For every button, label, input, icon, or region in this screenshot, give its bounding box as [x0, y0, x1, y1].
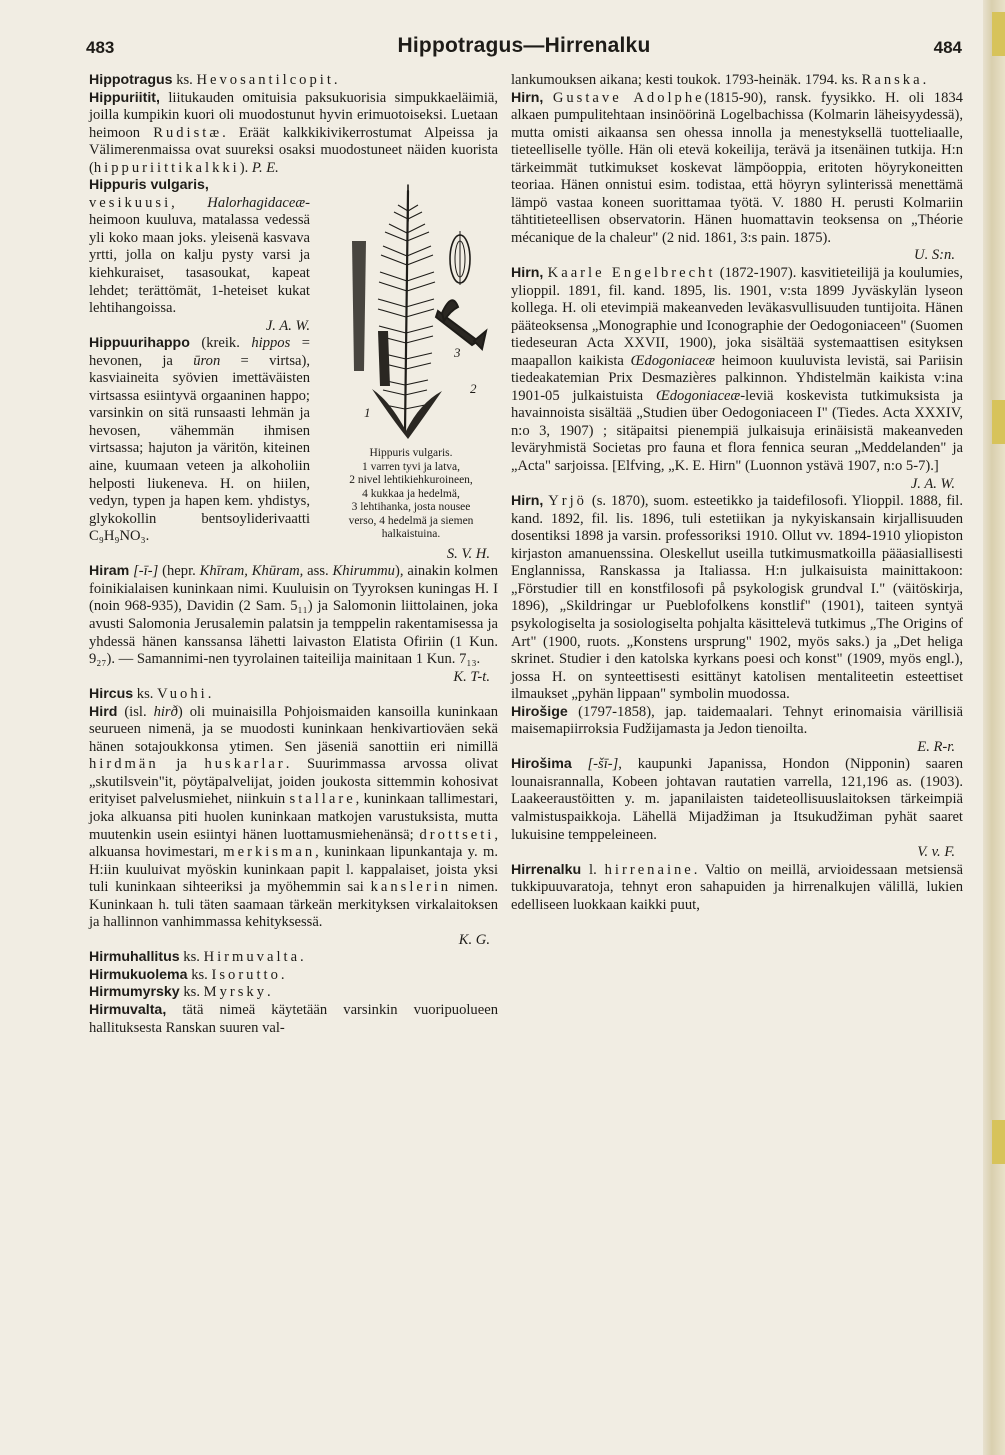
headword: Hirošige [511, 703, 568, 720]
headword: Hirn, [511, 265, 544, 282]
headword: Hiram [89, 563, 130, 580]
entry-hirrenalku: Hirrenalku l. hirrenaine. Valtio on meillä, arvioidessaan metsiensä tukkipuuvaratoja, tehnyt eron sahapuiden ja hirrenalkujen välillä, lukien edelliseen luokkaan kaikki puut, [511, 861, 964, 913]
entry-hirmukuolema: Hirmukuolema ks. Isorutto. [89, 966, 285, 983]
author-signature: U. S:n. [914, 247, 955, 264]
entry-hippotragus: Hippotragus ks. Hevosantilcopit. [89, 72, 338, 88]
headword: Hirn, [511, 89, 544, 106]
page-number-left: 483 [86, 38, 115, 57]
entry-hirmumyrsky: Hirmumyrsky ks. Myrsky. [89, 984, 271, 1001]
page-number-right: 484 [933, 38, 962, 57]
running-title: Hippotragus—Hirrenalku [397, 34, 651, 57]
entry-hippuurihappo: Hippuurihappo (kreik. hippos = hevonen, ja ūron = virtsa), kasviaineita syövien imettäväisten virtsassa esiintyvä orgaaninen happo; varsinkin on sitä runsaasti lehmän ja hevosen, vähemmän ihmisen virtsassa; hajuton ja väritön, kiteinen aine, kuumaan veteen ja alkoholiin helposti liukeneva. H. on hiilen, vedyn, typen ja hapen kem. yhdistys, glykokollin bentsoyliderivaatti C₉H₉NO₃. S. V. H. [89, 335, 498, 563]
headword: Hirmuhallitus [89, 949, 180, 966]
entry-hiram: Hiram [-ī-] (hepr. Khīram, Khūram, ass. Khirummu), ainakin kolmen foinikialaisen kuninkaan nimi. Kuuluisin on Tyyroksen kuningas H. I (noin 968-935), Davidin (2 Sam. 5₁₁) ja Salomonin liittolainen, joka avusti Salomonia Jerusalemin palatsin ja temppelin rakentamisessa ja yhdessä hänen kanssansa lähetti laivaston Elatista Ofiriin (1 Kun. 9₂₇). — Samannimi-nen tyyrolainen taiteilija mainitaan 1 Kun. 7₁₃. K. T-t. [89, 563, 498, 685]
author-signature: J. A. W. [265, 317, 310, 334]
entry-hirn-gustave: Hirn, Gustave Adolphe(1815-90), ransk. fyysikko. H. oli 1834 alkaen pumpulitehtaan insinöörinä Logelbachissa (Kolmarin läheisyydessä), mutta omisti aikaansa sen ohessa innolla ja menestyksellä tuotteliaalle, tieteelliselle työlle. Hän oli etevä kokeilija, terävä ja itsenäinen tutkija. H:n tärkeimmät tutkimukset koskevat lämpöoppia, eritoten höyrykoneitten teoriaa. Hänen onnistui esim. todistaa, että höyryn sylinterissä menettämä lämpö vastaa koneen suorittamaa työtä. V. 1880 H. perusti Kolmariin tähtitieteellisen observatorin. Hänen huomattavin teoksensa on „Théorie mécanique de la chaleur" (2 nid. 1861, 3:s pain. 1875). U. S:n. [511, 89, 963, 264]
headword: Hirrenalku [511, 861, 582, 878]
headword: Hirošima [511, 756, 572, 773]
headword: Hippotragus [89, 72, 173, 88]
entry-hirmuhallitus: Hirmuhallitus ks. Hirmuvalta. [89, 949, 304, 966]
entry-hircus: Hircus ks. Vuohi. [89, 686, 212, 703]
author-signature: V. v. F. [917, 844, 955, 861]
entry-hirn-yrjo: Hirn, Yrjö (s. 1870), suom. esteetikko ja taidefilosofi. Ylioppil. 1888, fil. kand. 1892, fil. lis. 1896, tuli estetiikan ja nykyiskansain kirjallisuuden dosentiksi 1898 ja varsin. professoriksi 1910. Ollut vv. 1894-1910 yliopiston kirjaston amanuenssina. Oleskellut useilla tutkimusmatkoilla pääasiallisesti Englannissa, Ranskassa ja Italiassa. H:n julkaisuista mainittakoon: „Förstudier till en konstfilosofi på psykologisk grundval I." (väitöskirja, 1896), „Skildringar ur Pueblofolkens konstlif" (1901), taiteen syntyä psykologiselta ja sosiologiselta pohjalta käsittelevä tutkimus „The Origins of Art" (1900, ruots. „Konstens ursprung" 1902, myös saks.) ja „Det heliga skrinet. Studier i den katolska kyrkans poesi och konst" (1909, myös engl.), jossa H. on synteettisesti esittänyt katolisen mentaliteetin esteettiset ilmaukset „pyhän lippaan" symbolin muodossa. [511, 493, 963, 703]
author-signature: K. G. [458, 931, 490, 948]
caption-title: Hippuris vulgaris. [369, 447, 453, 460]
page-edge-strip [983, 0, 1005, 1455]
left-column [89, 72, 498, 1037]
headword: Hippuriitit, [89, 89, 160, 106]
thumb-tab [992, 400, 1005, 444]
headword: Hircus [89, 686, 134, 703]
entry-hirmuvalta: Hirmuvalta, tätä nimeä käytetään varsinkin vuoripuolueen hallituksesta Ranskan suuren val- [89, 1001, 498, 1036]
figure-caption [320, 447, 502, 542]
entry-hird: Hird (isl. hirð) oli muinaisilla Pohjoismaiden kansoilla kuninkaan seurueen nimenä, ja se muodosti kuninkaan henkivartioväen sekä hänen sotajoukkonsa ytimen. Sen jäseniä sanottiin eri nimillä hirdmän ja huskarlar. Suurimmassa arvossa olivat „skutilsvein"it, pöytäpalvelijat, joiden joukosta sittemmin kohosivat erityiset palvelusmiehet, niinkuin stallare, kuninkaan tallimestari, joka alkuansa piti huolen kuninkaan matkojen varustuksista, mutta muutenkin usein esiintyi hänen luottamusmiehenänsä; drottseti, alkuansa hovimestari, merkisman, kuninkaan lipunkantaja y. m. H:iin kuuluivat myöskin kuninkaan papit l. kappalaiset, joista yksi tuli kuninkaan sihteeriksi ja myöhemmin sai kanslerin nimen. Kuninkaan h. tuli täten saamaan tärkeän merkityksen virkalaitoksen ja hallinnon vanhimmassa kehityksessä. K. G. [89, 703, 499, 948]
entry-hippuris-vulgaris: Hippuris vulgaris, vesikuusi, Halorhagidaceæ-heimoon kuuluva, matalassa vedessä yli koko maan joks. yleisenä kasvava yrtti, jolla on kalju pysty varsi ja kiehkuraiset, tasasoukat, kapeat lehdet; terättömät, 1-heteiset kukat lehtihangoissa. J. A. W. [89, 177, 498, 335]
figure-label-2: 2 [470, 381, 477, 397]
hippuris-figure [320, 181, 502, 541]
author-signature: E. R-r. [917, 738, 955, 755]
page-header [86, 34, 962, 64]
entry-continuation: lankumouksen aikana; kesti toukok. 1793-heinäk. 1794. ks. Ranska. [511, 72, 927, 88]
caption-line: 1 varren tyvi ja latva, [361, 460, 461, 473]
author-signature: P. E. [251, 159, 279, 176]
entry-hirosima: Hirošima [-šī-], kaupunki Japanissa, Hondon (Nipponin) saaren lounaisrannalla, Kobeen johtavan rautatien varrella, 121,196 as. (1903). Laakeeraustöitten y. m. japanilaisten taideteollisuuslaitoksen tärkeimpiä valmistuspaikkoja. Lähellä Mijadžiman ja Itsukudžiman pyhät saaret lukuisine temppeleineen. V. v. F. [511, 756, 963, 861]
figure-label-1: 1 [364, 405, 371, 421]
headword: Hirmumyrsky [89, 984, 180, 1001]
thumb-tab [992, 1120, 1005, 1164]
headword: Hippuurihappo [89, 335, 190, 352]
entry-hippuriitit: Hippuriitit, liitukauden omituisia paksukuorisia simpukkaeläimiä, joilla kumpikin kuori oli muodostunut hyvin erimuotoiseksi. Luetaan heimoon Rudistæ. Eräät kalkkikivikerrostumat Alpeissa ja Välimerenmaissa ovat suureksi osaksi muodostuneet näiden kuorista (hippuriittikalkki). P. E. [89, 89, 498, 176]
entry-hirosige: Hirošige (1797-1858), jap. taidemaalari. Tehnyt erinomaisia värillisiä maisemapiirroksia Fudžijamasta ja Jedon tienoilta. E. R-r. [511, 703, 963, 755]
headword: Hirmuvalta, [89, 1001, 167, 1018]
caption-line: verso, 4 hedelmä ja siemen [348, 514, 474, 527]
caption-line: 2 nivel lehtikiehkuroineen, [349, 474, 473, 487]
author-signature: J. A. W. [910, 475, 955, 492]
caption-line: halkaistuina. [381, 528, 441, 541]
caption-line: 3 lehtihanka, josta nousee [351, 501, 471, 514]
thumb-tab [992, 12, 1005, 56]
headword: Hirmukuolema [89, 966, 188, 983]
entry-hirn-kaarle: Hirn, Kaarle Engelbrecht (1872-1907). kasvitieteilijä ja koulumies, ylioppil. 1891, fil. kand. 1895, lis. 1901, v:sta 1899 Jyväskylän lyseon kollega. H. oli etevimpiä makeanveden leväkasvullisuuden tuntijoita. Hänen pääteoksensa „Monographie und Iconographie der Oedogoniaceen" (Suomen tiedeseuran Acta XXVII, 1900), joka sisältää systemaattisen esityksen maapallon kaikista Œdogoniaceæ heimoon kuuluvista levistä, sai Pariisin tiedeakatemian Prix Desmazières palkinnon. Yhdistelmän kaikista v:ina 1901-05 julkaistuista Œdogoniaceæ-leviä koskevista tutkimuksista ja havainnoista sisältää „Studien über Oedogoniaceen I" (Tiedes. Acta XXXIV, n:o 3, 1907) ; sitäpaitsi pienempiä julkaisuja erinäisistä makeanveden leväryhmistä Societas pro fauna et flora fennica seuran „Meddelanden" ja „Acta" sarjoissa. [Elfving, „K. E. Hirn" (Luonnon ystävä 1907, n:o 5-7).] J. A. W. [511, 265, 963, 492]
headword: Hird [89, 703, 118, 720]
author-signature: K. T-t. [453, 668, 490, 685]
right-column [511, 72, 963, 914]
hippuris-illustration [350, 181, 500, 443]
caption-line: 4 kukkaa ja hedelmä, [362, 487, 460, 500]
headword: Hirn, [511, 493, 544, 510]
headword: Hippuris [89, 177, 147, 194]
author-signature: S. V. H. [446, 545, 490, 562]
figure-label-3: 3 [454, 345, 461, 361]
